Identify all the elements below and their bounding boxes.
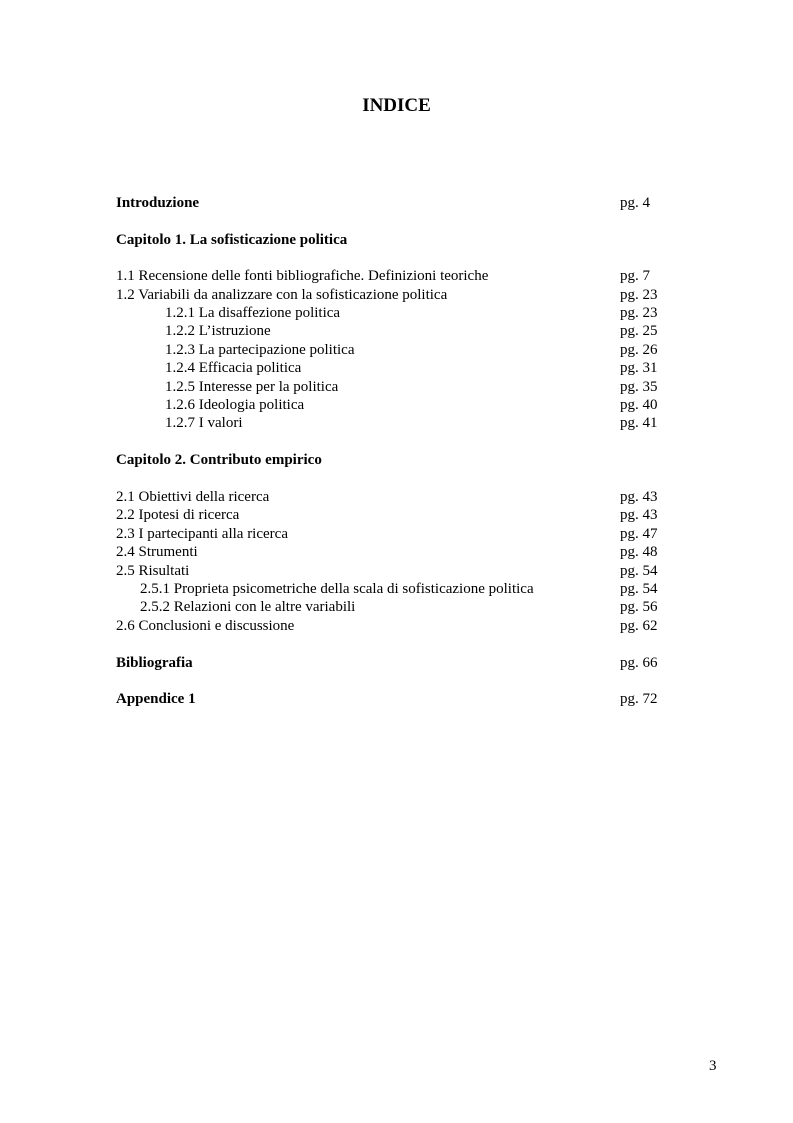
- toc-entry-label: 2.4 Strumenti: [116, 544, 198, 560]
- toc-entry-2-5-1: [0, 580, 793, 599]
- toc-entry-page: pg. 66: [620, 655, 658, 671]
- page-number: 3: [709, 1058, 717, 1074]
- toc-entry-1-2-2: [0, 322, 793, 341]
- toc-entry-label: 2.1 Obiettivi della ricerca: [116, 489, 270, 505]
- toc-entry-1-2-4: [0, 359, 793, 378]
- toc-entry-page: pg. 23: [620, 287, 658, 303]
- toc-entry-page: pg. 23: [620, 305, 658, 321]
- toc-entry-page: pg. 35: [620, 379, 658, 395]
- toc-entry-label: 2.5 Risultati: [116, 563, 190, 579]
- toc-entry-page: pg. 31: [620, 360, 658, 376]
- toc-entry-page: pg. 4: [620, 195, 650, 211]
- toc-entry-label: Appendice 1: [116, 691, 196, 707]
- toc-entry-label: 1.2.1 La disaffezione politica: [165, 305, 341, 321]
- chapter-heading-2: [116, 451, 322, 470]
- toc-entry-page: pg. 26: [620, 342, 658, 358]
- toc-entry-label: 1.2.2 L’istruzione: [165, 323, 271, 339]
- chapter-heading-label: Capitolo 2. Contributo empirico: [116, 452, 322, 468]
- toc-entry-page: pg. 40: [620, 397, 658, 413]
- toc-entry-1-2-3: [0, 341, 793, 360]
- toc-entry-page: pg. 54: [620, 563, 658, 579]
- page-title: INDICE: [362, 95, 431, 116]
- toc-entry-appendice: [0, 690, 793, 709]
- toc-entry-2-2: [0, 506, 793, 525]
- toc-entry-bibliografia: [0, 654, 793, 673]
- toc-entry-page: pg. 43: [620, 489, 658, 505]
- toc-entry-page: pg. 48: [620, 544, 658, 560]
- toc-entry-page: pg. 25: [620, 323, 658, 339]
- toc-entry-label: 2.5.1 Proprieta psicometriche della scala di sofisticazione politica: [140, 581, 534, 597]
- toc-entry-1-2-1: [0, 304, 793, 323]
- toc-entry-2-5: [0, 562, 793, 581]
- toc-entry-1-2-6: [0, 396, 793, 415]
- toc-entry-label: 1.2.7 I valori: [165, 415, 243, 431]
- toc-entry-label: 2.3 I partecipanti alla ricerca: [116, 526, 288, 542]
- toc-entry-1-2-5: [0, 378, 793, 397]
- toc-entry-1-1: [0, 267, 793, 286]
- toc-entry-1-2: [0, 286, 793, 305]
- toc-entry-page: pg. 72: [620, 691, 658, 707]
- toc-entry-2-4: [0, 543, 793, 562]
- toc-entry-label: Introduzione: [116, 195, 200, 211]
- toc-entry-introduzione: [0, 194, 793, 213]
- toc-entry-page: pg. 56: [620, 599, 658, 615]
- toc-entry-label: 2.6 Conclusioni e discussione: [116, 618, 295, 634]
- toc-entry-2-3: [0, 525, 793, 544]
- toc-entry-label: 1.1 Recensione delle fonti bibliografiche. Definizioni teoriche: [116, 268, 489, 284]
- toc-entry-label: 1.2.3 La partecipazione politica: [165, 342, 355, 358]
- chapter-heading-1: [116, 231, 347, 250]
- toc-entry-page: pg. 41: [620, 415, 658, 431]
- toc-entry-page: pg. 54: [620, 581, 658, 597]
- toc-entry-label: 1.2.6 Ideologia politica: [165, 397, 305, 413]
- toc-entry-label: 1.2 Variabili da analizzare con la sofisticazione politica: [116, 287, 448, 303]
- toc-entry-label: 2.5.2 Relazioni con le altre variabili: [140, 599, 356, 615]
- toc-entry-label: Bibliografia: [116, 655, 193, 671]
- toc-entry-page: pg. 62: [620, 618, 658, 634]
- toc-entry-page: pg. 47: [620, 526, 658, 542]
- toc-entry-label: 2.2 Ipotesi di ricerca: [116, 507, 240, 523]
- toc-entry-page: pg. 7: [620, 268, 650, 284]
- toc-entry-1-2-7: [0, 414, 793, 433]
- toc-entry-2-5-2: [0, 598, 793, 617]
- toc-entry-page: pg. 43: [620, 507, 658, 523]
- toc-entry-2-6: [0, 617, 793, 636]
- toc-entry-2-1: [0, 488, 793, 507]
- toc-entry-label: 1.2.4 Efficacia politica: [165, 360, 302, 376]
- toc-entry-label: 1.2.5 Interesse per la politica: [165, 379, 339, 395]
- chapter-heading-label: Capitolo 1. La sofisticazione politica: [116, 232, 348, 248]
